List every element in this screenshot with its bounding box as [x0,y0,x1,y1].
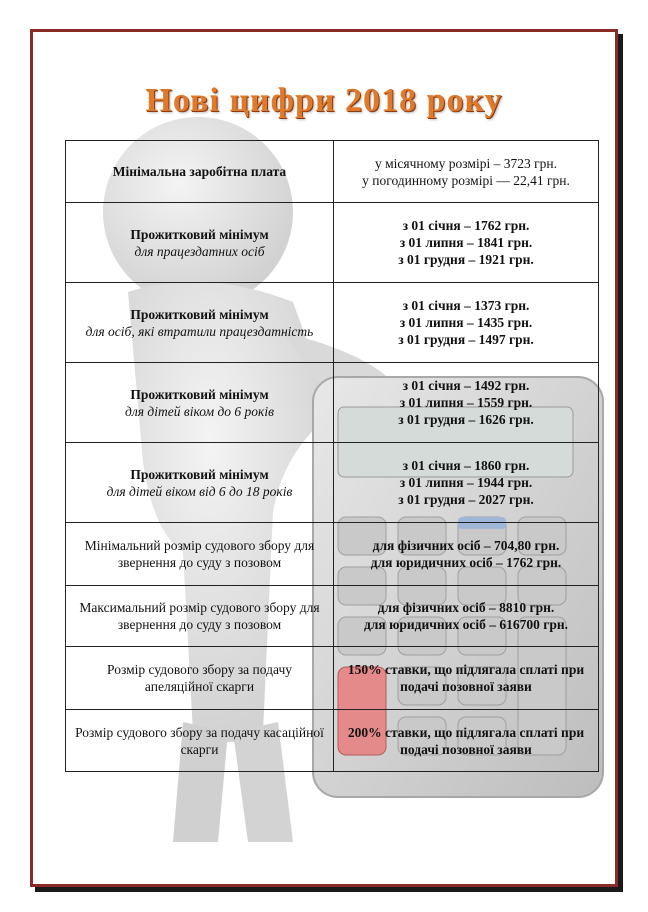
row-value: з 01 січня – 1373 грн. [402,298,530,313]
row-value: з 01 липня – 1559 грн. [399,395,533,410]
row-label-cell [66,203,334,283]
row-value: з 01 січня – 1860 грн. [402,458,530,473]
row-label: Прожитковий мінімум [130,306,269,322]
row-label: Мінімальний розмір судового збору для звернення до суду з позовом [84,538,315,570]
row-value: з 01 липня – 1435 грн. [399,315,533,330]
row-label: Розмір судового збору за подачу апеляційної скарги [107,662,292,694]
row-label-cell [66,710,334,772]
row-value: для фізичних осіб – 704,80 грн. [372,538,560,553]
row-value: з 01 січня – 1762 грн. [402,218,530,233]
row-value: у місячному розмірі – 3723 грн. [375,155,557,171]
table-row [66,141,599,203]
table-row [66,586,599,647]
row-value: з 01 січня – 1492 грн. [402,378,530,393]
table-row [66,710,599,772]
table-row [66,203,599,283]
row-value-cell [334,203,599,283]
row-label-cell [66,141,334,203]
row-value: з 01 липня – 1944 грн. [399,475,533,490]
row-value-cell [334,523,599,586]
row-label: Мінімальна заробітна плата [112,164,287,179]
row-value: для юридичних осіб – 616700 грн. [364,617,568,632]
table-row [66,523,599,586]
row-value: з 01 липня – 1841 грн. [399,235,533,250]
row-sublabel: для працездатних осіб [134,243,265,259]
row-value-cell [334,283,599,363]
row-label: Максимальний розмір судового збору для звернення до суду з позовом [79,600,320,632]
row-sublabel: для осіб, які втратили працездатність [85,323,314,339]
row-value: з 01 грудня – 1921 грн. [398,252,534,267]
table-row [66,283,599,363]
row-label-cell [66,586,334,647]
row-value-cell [334,647,599,710]
row-label: Розмір судового збору за подачу касаційної скарги [75,724,324,757]
row-value-cell [334,363,599,443]
row-label-cell [66,647,334,710]
row-value: з 01 грудня – 1497 грн. [398,332,534,347]
row-value: 200% ставки, що підлягала сплаті при подачі позовної заяви [347,724,585,757]
row-label-cell [66,443,334,523]
row-value: 150% ставки, що підлягала сплаті при подачі позовної заяви [347,662,585,694]
row-value: з 01 грудня – 2027 грн. [398,492,534,507]
row-value: для фізичних осіб – 8810 грн. [377,600,555,615]
row-value: для юридичних осіб – 1762 грн. [370,555,562,570]
row-value-cell [334,443,599,523]
row-sublabel: для дітей віком до 6 років [125,403,274,419]
row-value-cell [334,710,599,772]
row-label-cell [66,363,334,443]
row-value: у погодинному розмірі — 22,41 грн. [362,172,570,188]
row-label: Прожитковий мінімум [130,466,269,482]
row-value-cell [334,586,599,647]
page-title: Нові цифри 2018 року [145,82,503,119]
row-label-cell [66,283,334,363]
figures-table [65,140,599,772]
row-label: Прожитковий мінімум [130,386,269,402]
row-sublabel: для дітей віком від 6 до 18 років [106,483,293,499]
table-row [66,363,599,443]
page-frame [30,29,618,887]
table-row [66,443,599,523]
table-row [66,647,599,710]
row-label-cell [66,523,334,586]
row-value: з 01 грудня – 1626 грн. [398,412,534,427]
row-label: Прожитковий мінімум [130,226,269,242]
row-value-cell [334,141,599,203]
